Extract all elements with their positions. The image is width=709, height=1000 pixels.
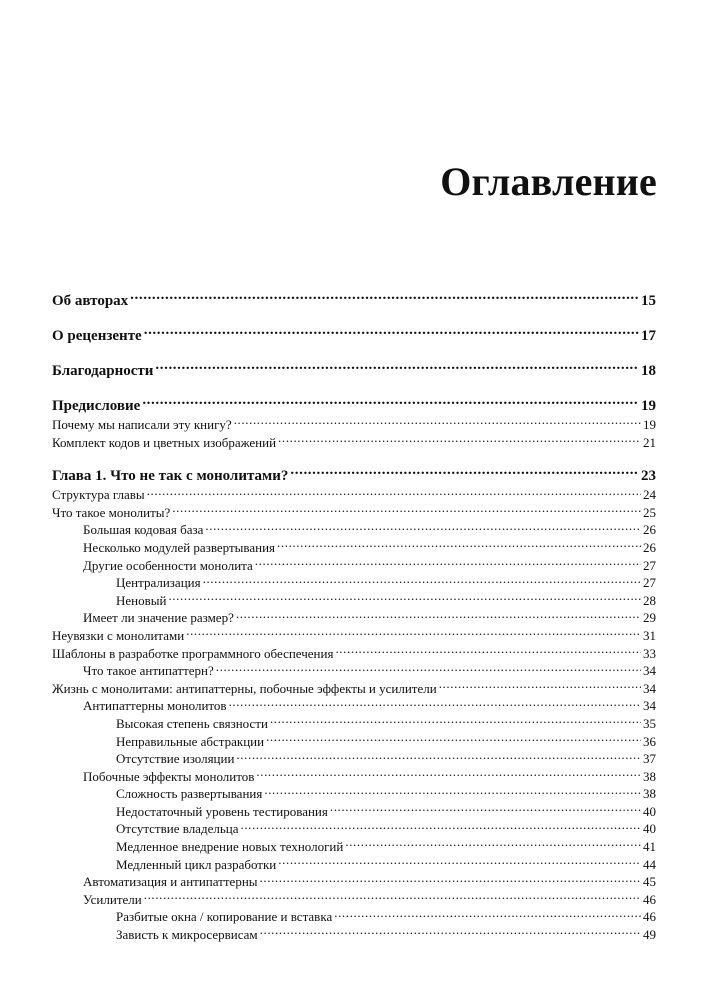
- toc-dot-leader: [264, 785, 641, 798]
- toc-entry-page: 38: [643, 786, 656, 802]
- toc-entry[interactable]: [52, 395, 656, 416]
- toc-entry-page: 46: [643, 909, 656, 925]
- toc-entry-title: Отсутствие изоляции: [116, 751, 235, 767]
- toc-entry-page: 27: [643, 557, 656, 573]
- toc-entry-page: 36: [643, 733, 656, 749]
- toc-dot-leader: [155, 360, 639, 375]
- toc-dot-leader: [236, 609, 641, 622]
- toc-entry-title: Что такое монолиты?: [52, 504, 171, 520]
- toc-entry-title: Сложность развертывания: [116, 786, 263, 802]
- toc-entry[interactable]: [52, 750, 656, 768]
- toc-entry-title: Шаблоны в разработке программного обеспечения: [52, 645, 334, 661]
- toc-entry-title: Медленное внедрение новых технологий: [116, 839, 344, 855]
- toc-dot-leader: [439, 680, 641, 693]
- toc-dot-leader: [260, 926, 641, 939]
- toc-entry-title: Почему мы написали эту книгу?: [52, 417, 232, 432]
- toc-dot-leader: [290, 465, 639, 480]
- toc-dot-leader: [172, 504, 641, 517]
- toc-entry-title: Высокая степень связности: [116, 715, 268, 731]
- toc-dot-leader: [278, 434, 641, 447]
- toc-dot-leader: [142, 395, 639, 410]
- toc-dot-leader: [236, 750, 641, 763]
- page-title: Оглавление: [440, 159, 657, 204]
- toc-entry-page: 28: [643, 592, 656, 608]
- toc-entry[interactable]: [52, 325, 656, 346]
- toc-entry-page: 33: [643, 645, 656, 661]
- toc-entry-page: 23: [641, 468, 656, 485]
- toc-entry[interactable]: [52, 290, 656, 311]
- toc-entry-title: Другие особенности монолита: [83, 557, 253, 573]
- toc-entry[interactable]: [52, 820, 656, 838]
- toc-entry[interactable]: [52, 715, 656, 733]
- toc-entry[interactable]: [52, 609, 656, 627]
- toc-entry-title: Комплект кодов и цветных изображений: [52, 434, 277, 450]
- toc-entry-title: Глава 1. Что не так с монолитами?: [52, 468, 289, 485]
- toc-entry[interactable]: [52, 680, 656, 698]
- toc-entry-title: Автоматизация и антипаттерны: [83, 874, 258, 890]
- toc-dot-leader: [203, 574, 641, 587]
- toc-dot-leader: [144, 891, 641, 904]
- toc-entry-page: 37: [643, 751, 656, 767]
- toc-entry[interactable]: [52, 926, 656, 944]
- toc-entry-title: Жизнь с монолитами: антипаттерны, побочные эффекты и усилители: [52, 680, 437, 696]
- toc-entry-title: Неувязки с монолитами: [52, 627, 185, 643]
- toc-entry-title: Имеет ли значение размер?: [83, 610, 234, 626]
- toc-dot-leader: [345, 838, 641, 851]
- toc-dot-leader: [255, 557, 641, 570]
- toc-entry-page: 45: [643, 874, 656, 890]
- toc-entry[interactable]: [52, 434, 656, 452]
- toc-entry-page: 25: [643, 504, 656, 520]
- toc-entry-title: Разбитые окна / копирование и вставка: [116, 909, 333, 925]
- toc-entry-title: Медленный цикл разработки: [116, 856, 277, 872]
- toc-entry[interactable]: [52, 504, 656, 522]
- toc-entry-title: Усилители: [83, 891, 142, 907]
- toc-entry-title: Предисловие: [52, 398, 141, 414]
- toc-entry-page: 38: [643, 768, 656, 784]
- toc-entry-title: Централизация: [116, 575, 201, 591]
- toc-entry[interactable]: [52, 557, 656, 575]
- toc-dot-leader: [229, 697, 641, 710]
- toc-entry-title: Отсутствие владельца: [116, 821, 239, 837]
- toc-entry-title: Об авторах: [52, 293, 129, 309]
- toc-dot-leader: [256, 768, 641, 781]
- toc-entry-title: О рецензенте: [52, 328, 142, 344]
- toc-entry[interactable]: [52, 662, 656, 680]
- toc-entry-page: 26: [643, 522, 656, 538]
- toc-entry-page: 15: [641, 293, 656, 309]
- toc-entry-page: 40: [643, 821, 656, 837]
- toc-dot-leader: [335, 645, 641, 658]
- toc-entry[interactable]: [52, 697, 656, 715]
- toc-entry-page: 34: [643, 663, 656, 679]
- toc-entry[interactable]: [52, 908, 656, 926]
- toc-dot-leader: [168, 592, 641, 605]
- toc-entry-page: 44: [643, 856, 656, 872]
- toc-dot-leader: [130, 290, 639, 305]
- toc-entry-page: 41: [643, 839, 656, 855]
- toc-entry[interactable]: [52, 360, 656, 381]
- toc-dot-leader: [334, 908, 641, 921]
- toc-entry[interactable]: [52, 803, 656, 821]
- toc-entry-title: Что такое антипаттерн?: [83, 663, 214, 679]
- toc-entry-page: 27: [643, 575, 656, 591]
- toc-dot-leader: [330, 803, 641, 816]
- toc-entry-page: 17: [641, 328, 656, 344]
- toc-entry-title: Неновый: [116, 592, 167, 608]
- toc-dot-leader: [147, 486, 641, 499]
- toc-entry-title: Неправильные абстракции: [116, 733, 265, 749]
- toc-entry-page: 46: [643, 891, 656, 907]
- toc-entry-page: 19: [641, 398, 656, 414]
- toc-entry[interactable]: [52, 539, 656, 557]
- toc-entry-title: Структура главы: [52, 487, 145, 503]
- toc-entry-page: 35: [643, 715, 656, 731]
- toc-entry[interactable]: [52, 592, 656, 610]
- toc-dot-leader: [260, 873, 641, 886]
- toc-entry-page: 24: [643, 487, 656, 503]
- toc-entry-page: 26: [643, 539, 656, 555]
- toc-dot-leader: [205, 521, 641, 534]
- toc-dot-leader: [234, 416, 641, 429]
- toc-entry[interactable]: [52, 627, 656, 645]
- toc-entry-title: Благодарности: [52, 363, 154, 379]
- toc-entry[interactable]: [52, 733, 656, 751]
- toc-dot-leader: [216, 662, 641, 675]
- toc-entry-title: Большая кодовая база: [83, 522, 204, 538]
- toc-dot-leader: [266, 733, 641, 746]
- toc-entry[interactable]: [52, 574, 656, 592]
- toc-entry-page: 19: [643, 417, 656, 432]
- toc-entry[interactable]: [52, 768, 656, 786]
- table-of-contents: [52, 290, 656, 944]
- toc-dot-leader: [277, 539, 641, 552]
- toc-entry-page: 18: [641, 363, 656, 379]
- toc-entry-title: Недостаточный уровень тестирования: [116, 803, 328, 819]
- toc-entry[interactable]: [52, 465, 656, 486]
- toc-dot-leader: [186, 627, 641, 640]
- toc-entry-title: Побочные эффекты монолитов: [83, 768, 255, 784]
- toc-entry-title: Антипаттерны монолитов: [83, 698, 227, 714]
- toc-entry[interactable]: [52, 856, 656, 874]
- toc-entry-page: 40: [643, 803, 656, 819]
- toc-dot-leader: [270, 715, 641, 728]
- toc-dot-leader: [240, 820, 641, 833]
- toc-entry[interactable]: [52, 873, 656, 891]
- toc-entry[interactable]: [52, 785, 656, 803]
- toc-entry[interactable]: [52, 486, 656, 504]
- toc-entry[interactable]: [52, 521, 656, 539]
- toc-entry-title: Несколько модулей развертывания: [83, 539, 276, 555]
- toc-entry[interactable]: [52, 645, 656, 663]
- toc-entry-page: 31: [643, 627, 656, 643]
- toc-entry-page: 29: [643, 610, 656, 626]
- toc-entry-page: 21: [643, 434, 656, 450]
- toc-entry-page: 34: [643, 698, 656, 714]
- toc-dot-leader: [278, 856, 641, 869]
- toc-entry[interactable]: [52, 838, 656, 856]
- toc-entry-page: 34: [643, 680, 656, 696]
- toc-entry[interactable]: [52, 891, 656, 909]
- toc-entry-page: 49: [643, 927, 656, 943]
- toc-dot-leader: [144, 325, 639, 340]
- toc-entry[interactable]: [52, 416, 656, 434]
- toc-entry-title: Зависть к микросервисам: [116, 927, 258, 943]
